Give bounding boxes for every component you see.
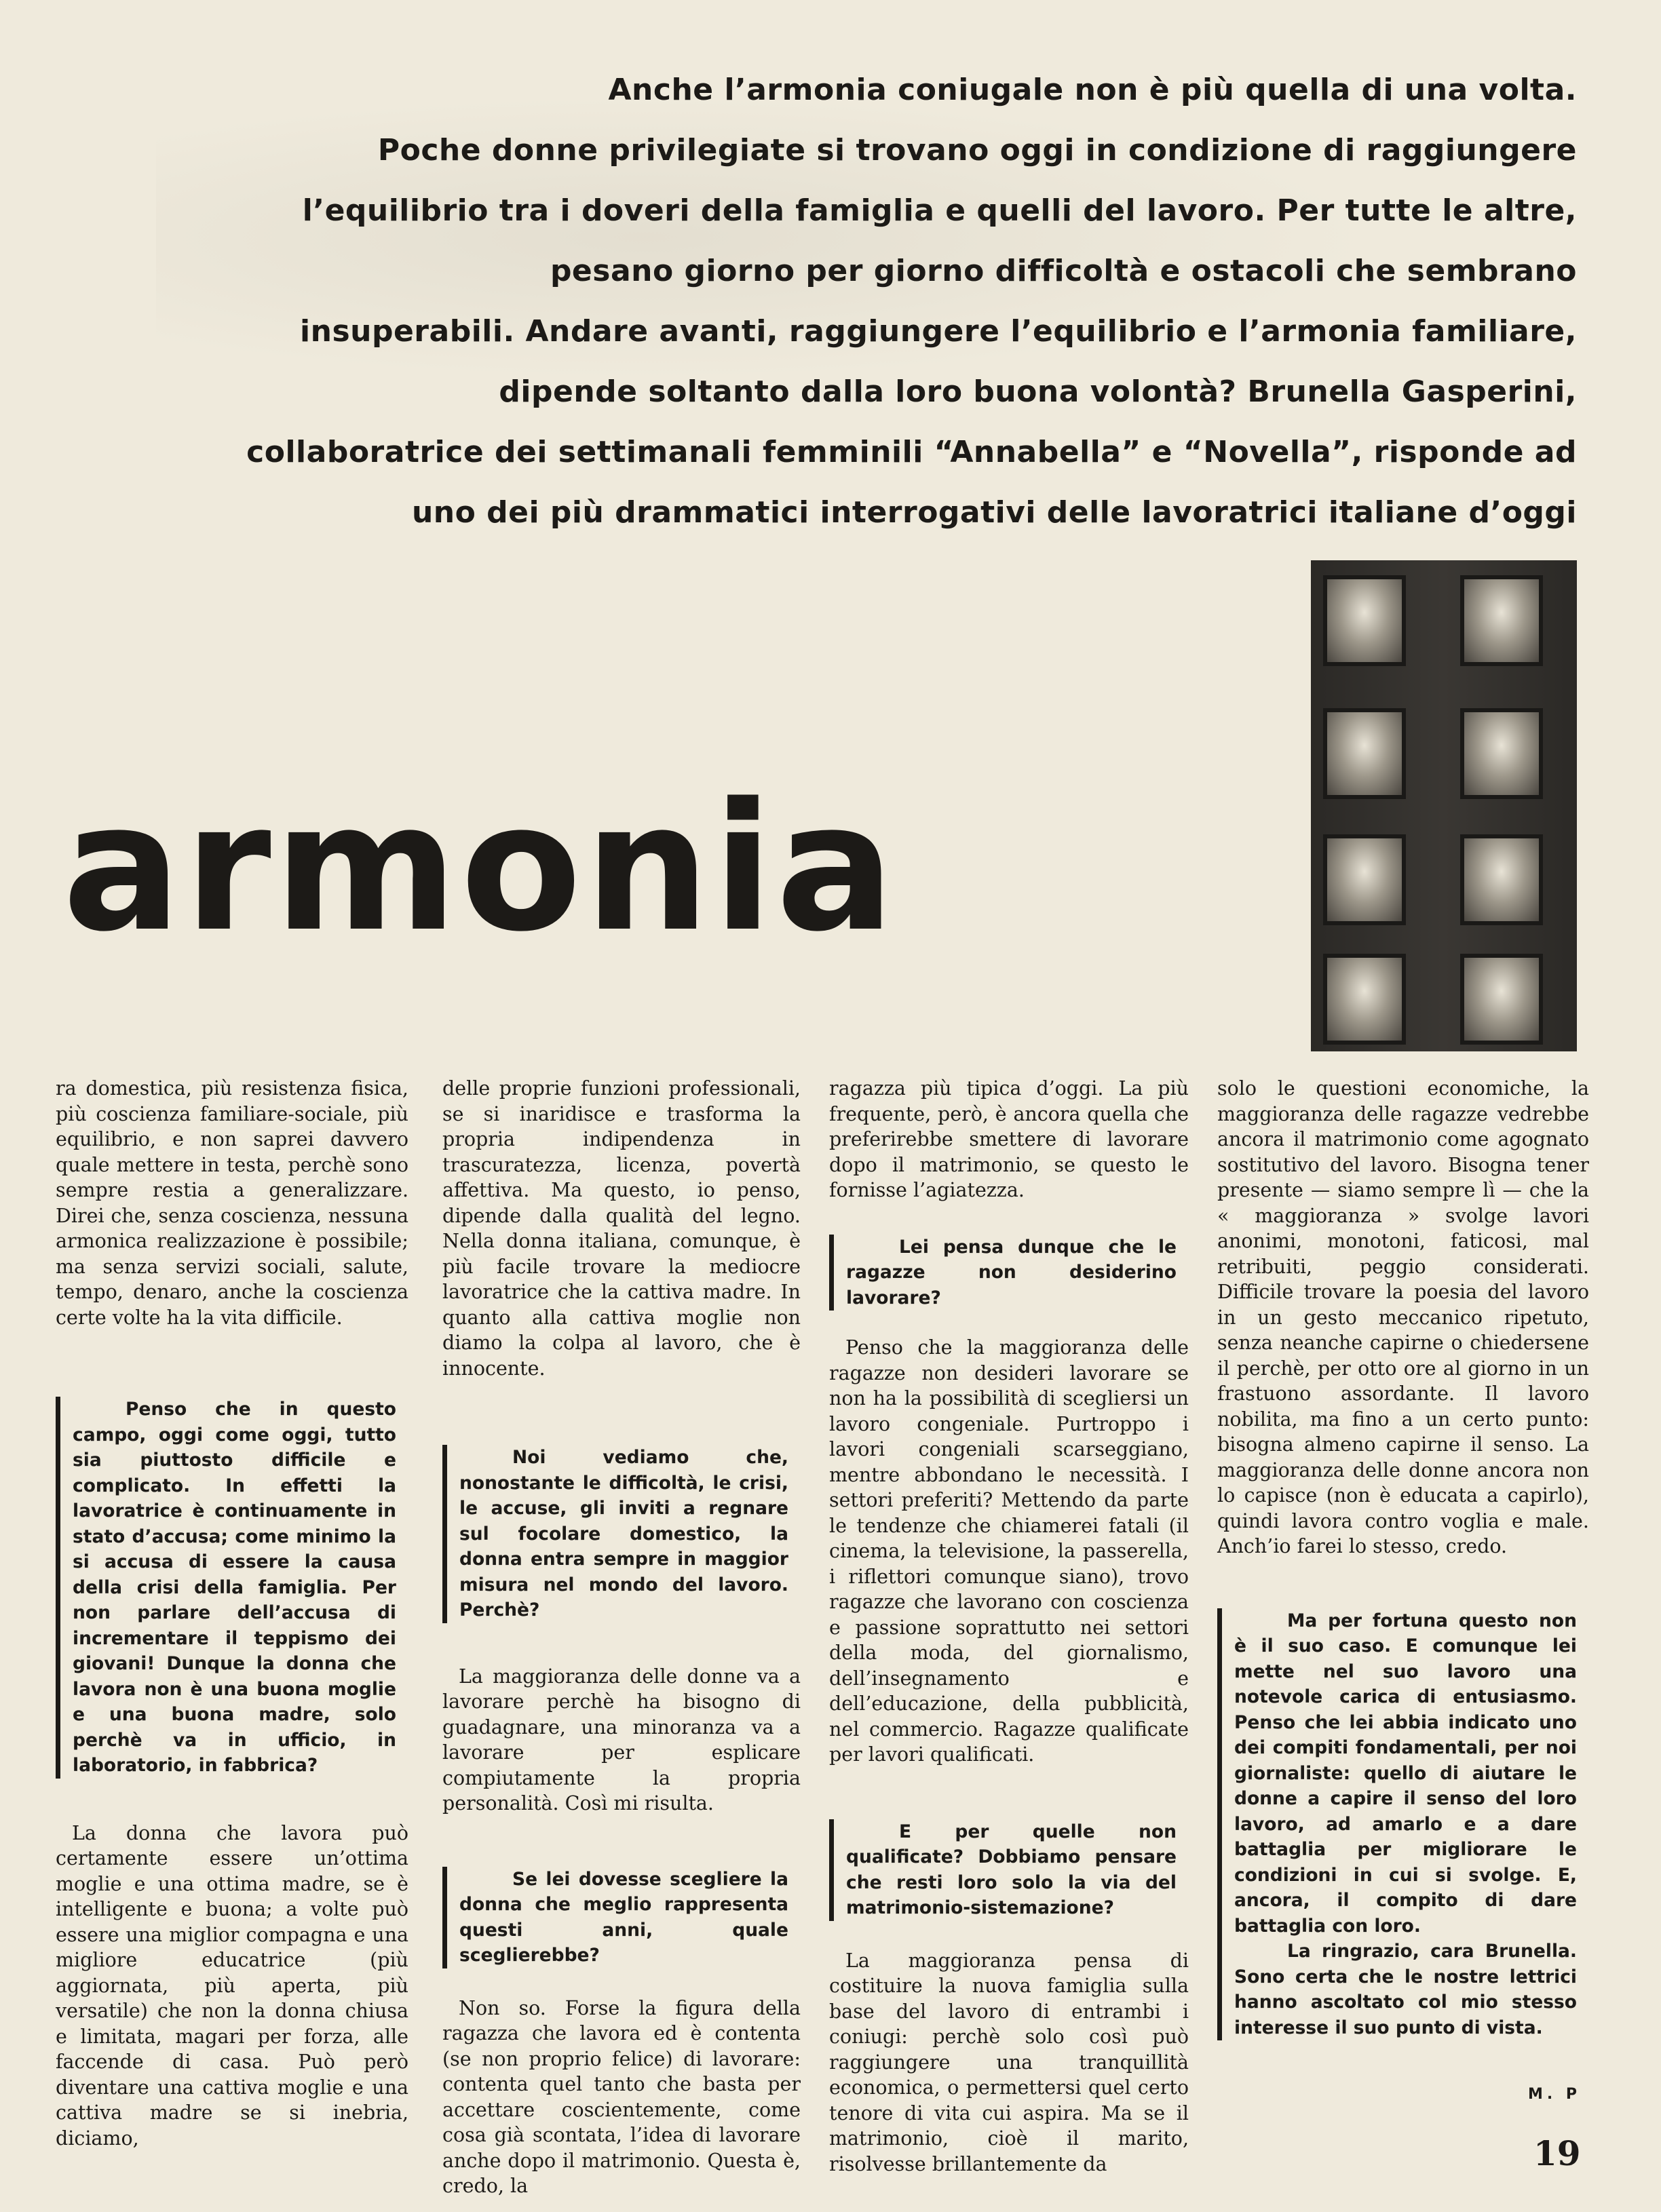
column-2 bbox=[442, 1076, 801, 2199]
building-windows-photo bbox=[1311, 560, 1577, 1051]
window-image bbox=[1460, 834, 1543, 925]
intro-line: collaboratrice dei settimanali femminili “Annabella” e “Novella”, risponde ad bbox=[246, 435, 1577, 469]
question-text: Penso che in questo campo, oggi come oggi, tutto sia piuttosto difficile e complicato. In effetti la lavoratrice è continuamente in stato d’accusa; come minimo la si accusa di essere la causa della crisi della famiglia. Per non parlare dell’accusa di incrementare il teppismo dei giovani! Dunque la donna che lavora non è una buona moglie e una buona madre, solo perchè va in ufficio, in laboratorio, in fabbrica? bbox=[73, 1399, 396, 1776]
question-text: La ringrazio, cara Brunella. Sono certa che le nostre lettrici hanno ascoltato col mio stesso interesse il suo punto di vista. bbox=[1234, 1941, 1577, 2038]
window-image bbox=[1460, 708, 1543, 799]
column-1 bbox=[56, 1076, 408, 2151]
question-text: Lei pensa dunque che le ragazze non desiderino lavorare? bbox=[846, 1236, 1177, 1308]
paragraph: delle proprie funzioni professionali, se si inaridisce e trasforma la propria indipendenza in trascuratezza, licenza, povertà affettiva. Ma questo, io penso, dipende dalla qualità del legno. Nella donna italiana, comunque, è più facile trovare la mediocre lavoratrice che la cattiva madre. In quanto alla cattiva moglie non diamo la colpa al lavoro, che è innocente. bbox=[442, 1077, 801, 1380]
paragraph: ra domestica, più resistenza fisica, più coscienza familiare-sociale, più equilibrio, e non saprei davvero quale mettere in testa, perchè sono sempre restia a generalizzare. Direi che, senza coscienza, nessuna armonica realizzazione è possibile; ma senza servizi sociali, salute, tempo, denaro, anche la coscienza certe volte ha la vita difficile. bbox=[56, 1077, 408, 1329]
paragraph: La maggioranza delle donne va a lavorare perchè ha bisogno di guadagnare, una minoranza va a lavorare per esplicare compiutamente la propria personalità. Così mi risulta. bbox=[442, 1665, 801, 1815]
intro-line: insuperabili. Andare avanti, raggiungere l’equilibrio e l’armonia familiare, bbox=[300, 314, 1577, 349]
question-text: Se lei dovesse scegliere la donna che meglio rappresenta questi anni, quale sceglierebbe? bbox=[459, 1868, 788, 1966]
page-number: 19 bbox=[1533, 2133, 1581, 2173]
window-image bbox=[1323, 834, 1406, 925]
interview-question bbox=[442, 1445, 801, 1623]
paragraph: La donna che lavora può certamente essere un’ottima moglie e una ottima madre, se è intelligente e buona; a volte può essere una miglior compagna e una migliore educatrice (più aggiornata, più aperta, più versatile) che non la donna chiusa e limitata, magari per forza, alle faccende di casa. Può però diventare una cattiva moglie e una cattiva madre se si inebria, diciamo, bbox=[56, 1821, 408, 2150]
intro-line: uno dei più drammatici interrogativi delle lavoratrici italiane d’oggi bbox=[411, 495, 1577, 530]
question-text: E per quelle non qualificate? Dobbiamo pensare che resti loro solo la via del matrimonio-sistemazione? bbox=[846, 1821, 1177, 1918]
intro-line: dipende soltanto dalla loro buona volontà? Brunella Gasperini, bbox=[499, 374, 1577, 409]
paragraph: Non so. Forse la figura della ragazza che lavora ed è contenta (se non proprio felice) di lavorare: contenta quel tanto che basta per accettare coscientemente, come cosa già scontata, l’idea di lavorare anche dopo il matrimonio. Questa è, credo, la bbox=[442, 1996, 801, 2197]
window-image bbox=[1323, 708, 1406, 799]
window-image bbox=[1460, 954, 1543, 1045]
interview-question bbox=[829, 1819, 1189, 1921]
window-image bbox=[1323, 575, 1406, 666]
paragraph: La maggioranza pensa di costituire la nuova famiglia sulla base del lavoro di entrambi i coniugi: perchè solo così può raggiungere una tranquillità economica, o permettersi quel certo tenore di vita cui aspira. Ma se il matrimonio, cioè il marito, risolvesse brillantemente da bbox=[829, 1949, 1189, 2175]
paragraph: ragazza più tipica d’oggi. La più frequente, però, è ancora quella che preferirebbe smettere di lavorare dopo il matrimonio, se questo le fornisse l’agiatezza. bbox=[829, 1077, 1189, 1201]
interview-question bbox=[56, 1397, 408, 1779]
intro-line: Poche donne privilegiate si trovano oggi in condizione di raggiungere bbox=[377, 133, 1577, 168]
question-text: Ma per fortuna questo non è il suo caso. E comunque lei mette nel suo lavoro una notevole carica di entusiasmo. Penso che lei abbia indicato uno dei compiti fondamentali, per noi giornaliste: quello di aiutare le donne a capire il senso del loro lavoro, ad amarlo e a dare battaglia per migliorare le condizioni in cui si svolge. E, ancora, il compito di dare battaglia con loro. bbox=[1234, 1610, 1577, 1937]
intro-line: Anche l’armonia coniugale non è più quella di una volta. bbox=[608, 73, 1577, 107]
window-image bbox=[1460, 575, 1543, 666]
window-image bbox=[1323, 954, 1406, 1045]
interview-question bbox=[442, 1867, 801, 1968]
author-signature: M. P bbox=[1528, 2086, 1582, 2103]
question-text: Noi vediamo che, nonostante le difficoltà, le crisi, le accuse, gli inviti a regnare sul focolare domestico, la donna entra sempre in maggior misura nel mondo del lavoro. Perchè? bbox=[459, 1447, 788, 1621]
column-3 bbox=[829, 1076, 1189, 2177]
interview-question bbox=[1217, 1608, 1589, 2041]
interview-question bbox=[829, 1235, 1189, 1311]
paragraph: solo le questioni economiche, la maggioranza delle ragazze vedrebbe ancora il matrimonio come agognato sostitutivo del lavoro. Bisogna tener presente — siamo sempre lì — che la « maggioranza » svolge lavori anonimi, monotoni, faticosi, mal retribuiti, peggio considerati. Difficile trovare la poesia del lavoro in un gesto meccanico ripetuto, senza neanche capirne o chiedersene il perchè, per otto ore al giorno in un frastuono assordante. Il lavoro nobilita, ma fino a un certo punto: bisogna almeno capirne il senso. La maggioranza delle donne ancora non lo capisce (non è educata a capirlo), quindi lavora contro voglia e male. Anch’io farei lo stesso, credo. bbox=[1217, 1077, 1589, 1557]
headline: armonia bbox=[62, 766, 898, 971]
intro-line: l’equilibrio tra i doveri della famiglia e quelli del lavoro. Per tutte le altre, bbox=[302, 193, 1577, 228]
intro-line: pesano giorno per giorno difficoltà e ostacoli che sembrano bbox=[550, 254, 1577, 288]
paragraph: Penso che la maggioranza delle ragazze non desideri lavorare se non ha la possibilità di scegliersi un lavoro congeniale. Purtroppo i lavori congeniali scarseggiano, mentre abbondano le necessità. I settori preferiti? Mettendo da parte le tendenze che chiamerei fatali (il cinema, la televisione, la passerella, i riflettori comunque siano), trovo ragazze che lavorano con coscienza e passione soprattutto nei settori della moda, del giornalismo, dell’insegnamento e dell’educazione, della pubblicità, nel commercio. Ragazze qualificate per lavori qualificati. bbox=[829, 1336, 1189, 1766]
intro-text bbox=[84, 60, 1577, 543]
column-4 bbox=[1217, 1076, 1589, 2040]
